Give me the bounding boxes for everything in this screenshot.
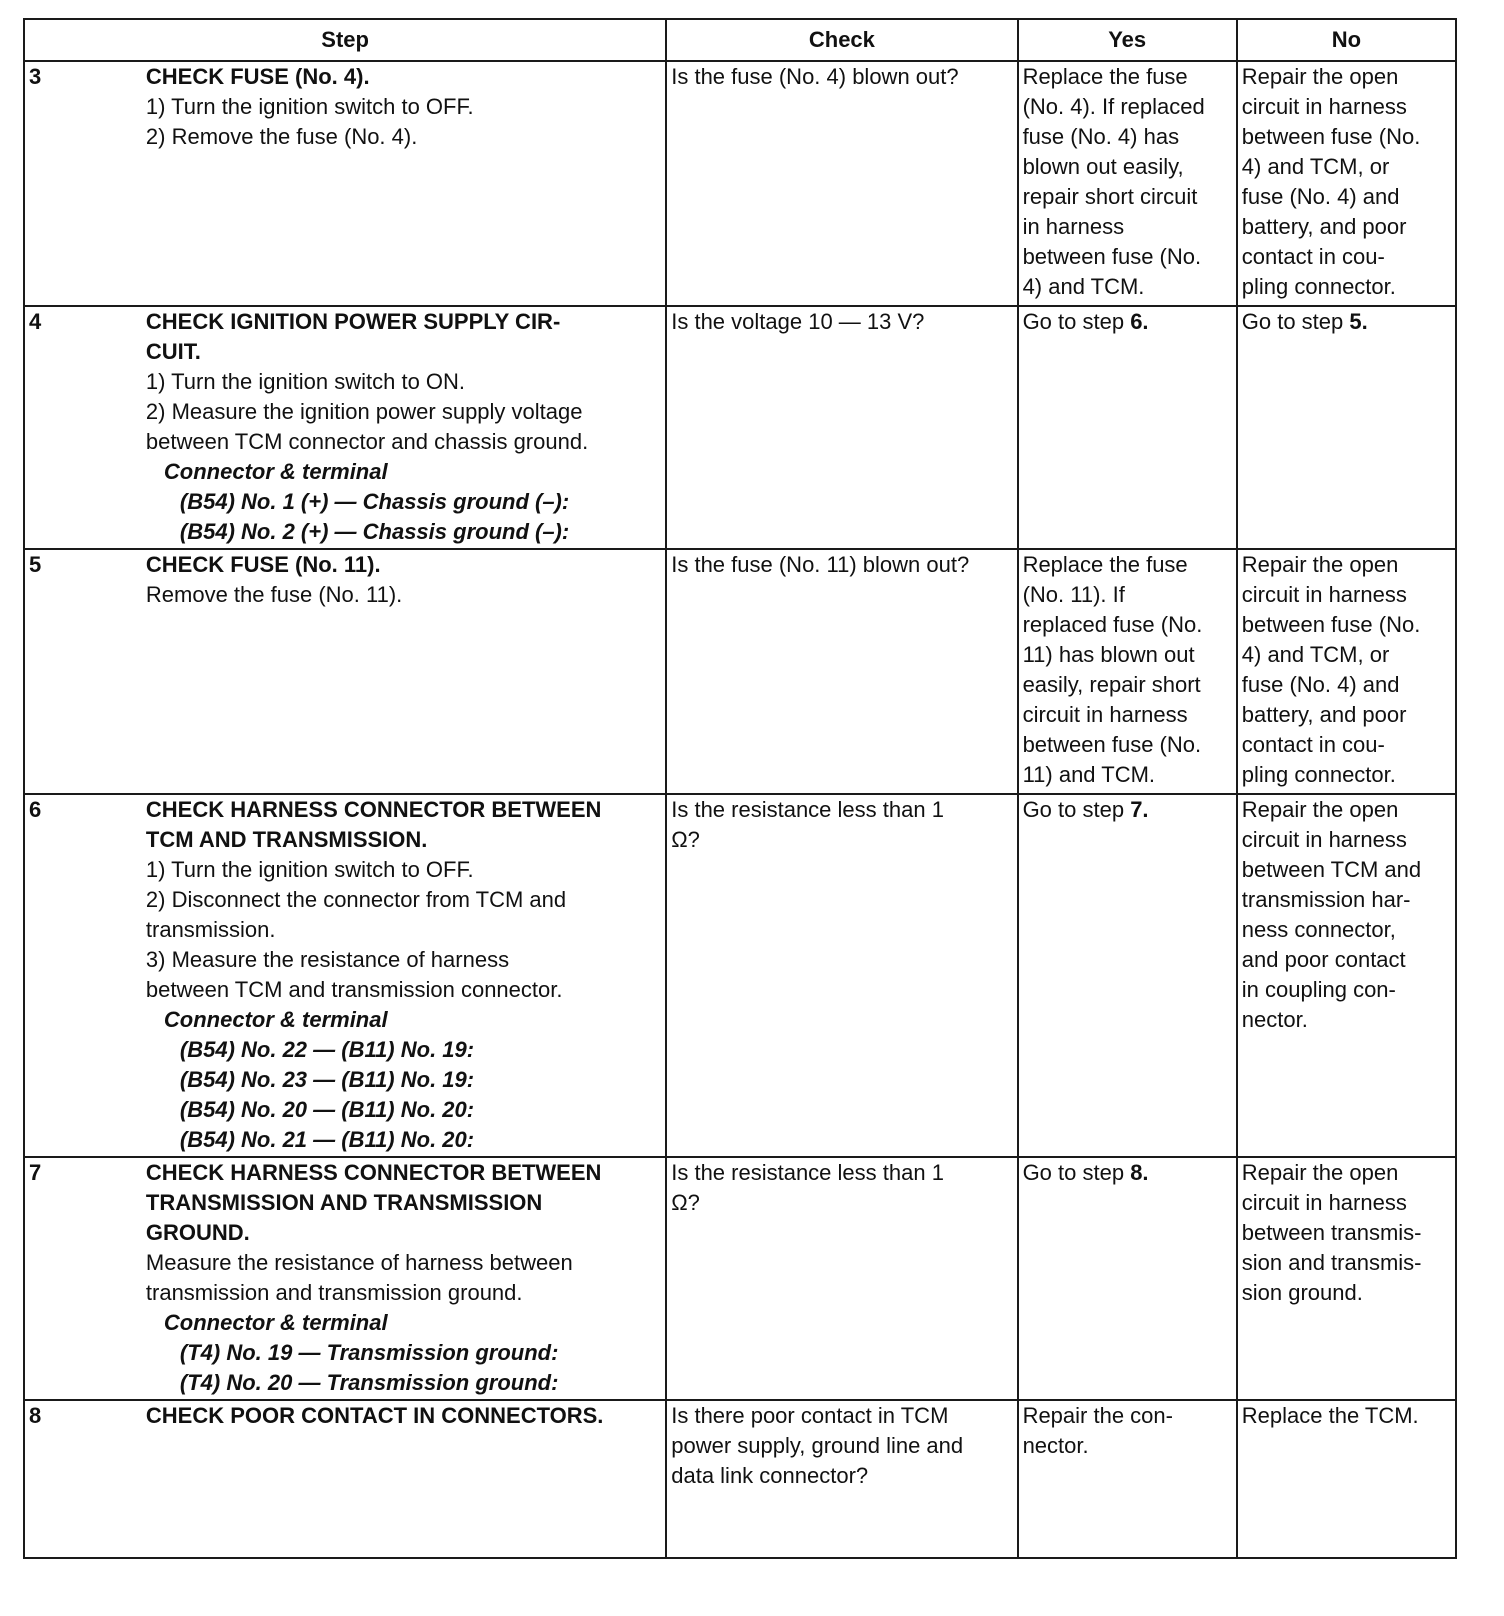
no-text: contact in cou- [1241, 244, 1385, 269]
yes-text: fuse (No. 4) has [1022, 124, 1180, 149]
yes-text: blown out easily, [1022, 154, 1184, 179]
step-title: TRANSMISSION AND TRANSMISSION [145, 1190, 543, 1215]
step-instruction: Remove the fuse (No. 11). [145, 582, 403, 607]
yes-cell [1018, 61, 1237, 306]
no-prefix: Go to step [1241, 309, 1350, 334]
no-text: battery, and poor [1241, 214, 1407, 239]
no-text: in coupling con- [1241, 977, 1396, 1002]
check-text: Ω? [671, 1190, 700, 1215]
step-instruction: 1) Turn the ignition switch to OFF. [145, 857, 474, 882]
yes-text: 11) and TCM. [1022, 762, 1156, 787]
no-cell [1237, 794, 1456, 1157]
check-text: Is the fuse (No. 4) blown out? [671, 64, 959, 89]
no-text: pling connector. [1241, 762, 1396, 787]
yes-step-ref: 6. [1130, 309, 1149, 334]
check-cell [666, 306, 1017, 549]
no-text: 4) and TCM, or [1241, 154, 1390, 179]
step-title: CHECK POOR CONTACT IN CONNECTORS. [145, 1403, 604, 1428]
step-number: 5 [24, 549, 146, 794]
check-text: Is there poor contact in TCM [671, 1403, 949, 1428]
no-text: contact in cou- [1241, 732, 1385, 757]
yes-text: Replace the fuse [1022, 64, 1188, 89]
check-cell [666, 61, 1017, 306]
step-description [146, 549, 666, 794]
yes-text: easily, repair short [1022, 672, 1201, 697]
no-text [1242, 307, 1451, 337]
yes-cell [1018, 794, 1237, 1157]
yes-cell [1018, 1157, 1237, 1400]
terminal-spec: (B54) No. 21 — (B11) No. 20: [179, 1127, 475, 1152]
table-row [24, 549, 1456, 794]
check-cell [666, 549, 1017, 794]
terminal-spec: (B54) No. 2 (+) — Chassis ground (–): [179, 519, 570, 544]
step-instruction: Measure the resistance of harness between [145, 1250, 573, 1275]
table-row [24, 1157, 1456, 1400]
yes-text: (No. 4). If replaced [1022, 94, 1205, 119]
no-text: sion and transmis- [1241, 1250, 1422, 1275]
no-text: between transmis- [1241, 1220, 1422, 1245]
yes-text: 4) and TCM. [1022, 274, 1145, 299]
check-cell [666, 1157, 1017, 1400]
terminal-spec: (B54) No. 23 — (B11) No. 19: [179, 1067, 475, 1092]
yes-prefix: Go to step [1022, 309, 1131, 334]
header-no: No [1237, 19, 1456, 61]
no-text: between fuse (No. [1241, 612, 1421, 637]
yes-cell [1018, 549, 1237, 794]
step-title: CHECK HARNESS CONNECTOR BETWEEN [145, 797, 602, 822]
yes-text: Repair the con- [1022, 1403, 1173, 1428]
check-text: Is the resistance less than 1 [671, 797, 944, 822]
check-text: Is the resistance less than 1 [671, 1160, 944, 1185]
yes-text: nector. [1022, 1433, 1089, 1458]
check-text: data link connector? [671, 1463, 869, 1488]
no-text: battery, and poor [1241, 702, 1407, 727]
yes-text: between fuse (No. [1022, 244, 1202, 269]
no-text: ness connector, [1241, 917, 1396, 942]
step-instruction: 2) Remove the fuse (No. 4). [145, 124, 418, 149]
yes-cell [1018, 306, 1237, 549]
step-title: GROUND. [145, 1220, 250, 1245]
no-text: Replace the TCM. [1241, 1403, 1419, 1428]
yes-text [1023, 307, 1232, 337]
connector-heading: Connector & terminal [163, 1007, 388, 1032]
check-cell [666, 1400, 1017, 1558]
no-cell [1237, 1157, 1456, 1400]
step-description [146, 61, 666, 306]
yes-text: 11) has blown out [1022, 642, 1195, 667]
no-text: fuse (No. 4) and [1241, 184, 1400, 209]
no-text: between fuse (No. [1241, 124, 1421, 149]
step-number: 7 [24, 1157, 146, 1400]
no-step-ref: 5. [1349, 309, 1368, 334]
yes-text: between fuse (No. [1022, 732, 1202, 757]
step-instruction: 1) Turn the ignition switch to OFF. [145, 94, 474, 119]
step-instruction: 1) Turn the ignition switch to ON. [145, 369, 466, 394]
check-text: Is the voltage 10 — 13 V? [671, 309, 925, 334]
no-text: 4) and TCM, or [1241, 642, 1390, 667]
check-text: Ω? [671, 827, 700, 852]
no-text: circuit in harness [1241, 94, 1407, 119]
yes-text: repair short circuit [1022, 184, 1198, 209]
header-step: Step [24, 19, 666, 61]
step-instruction: between TCM connector and chassis ground. [145, 429, 589, 454]
yes-text: (No. 11). If [1022, 582, 1125, 607]
table-row [24, 794, 1456, 1157]
no-text: nector. [1241, 1007, 1308, 1032]
no-text: circuit in harness [1241, 1190, 1407, 1215]
no-text: between TCM and [1241, 857, 1422, 882]
yes-text [1023, 1158, 1232, 1188]
terminal-spec: (B54) No. 20 — (B11) No. 20: [179, 1097, 475, 1122]
step-instruction: 2) Disconnect the connector from TCM and [145, 887, 567, 912]
diagnosis-table [23, 18, 1457, 1559]
step-description [146, 794, 666, 1157]
table-row [24, 306, 1456, 549]
no-text: Repair the open [1241, 552, 1399, 577]
no-text: fuse (No. 4) and [1241, 672, 1400, 697]
no-text: Repair the open [1241, 797, 1399, 822]
step-title: CHECK IGNITION POWER SUPPLY CIR- [145, 309, 561, 334]
step-number: 8 [24, 1400, 146, 1558]
step-title: CHECK FUSE (No. 4). [145, 64, 370, 89]
yes-step-ref: 8. [1130, 1160, 1149, 1185]
yes-text: circuit in harness [1022, 702, 1188, 727]
step-description [146, 1400, 666, 1558]
step-title: CUIT. [145, 339, 201, 364]
check-cell [666, 794, 1017, 1157]
yes-prefix: Go to step [1022, 797, 1131, 822]
no-cell [1237, 61, 1456, 306]
no-cell [1237, 306, 1456, 549]
terminal-spec: (B54) No. 22 — (B11) No. 19: [179, 1037, 475, 1062]
table-row [24, 1400, 1456, 1558]
check-text: Is the fuse (No. 11) blown out? [671, 552, 970, 577]
step-instruction: transmission and transmission ground. [145, 1280, 523, 1305]
step-instruction: 3) Measure the resistance of harness [145, 947, 510, 972]
header-check: Check [666, 19, 1017, 61]
yes-step-ref: 7. [1130, 797, 1149, 822]
table-row [24, 61, 1456, 306]
header-yes: Yes [1018, 19, 1237, 61]
terminal-spec: (T4) No. 20 — Transmission ground: [179, 1370, 559, 1395]
step-instruction: 2) Measure the ignition power supply voltage [145, 399, 583, 424]
connector-heading: Connector & terminal [163, 1310, 388, 1335]
check-text: power supply, ground line and [671, 1433, 964, 1458]
yes-text: in harness [1022, 214, 1125, 239]
step-description [146, 1157, 666, 1400]
no-cell [1237, 1400, 1456, 1558]
terminal-spec: (B54) No. 1 (+) — Chassis ground (–): [179, 489, 570, 514]
yes-prefix: Go to step [1022, 1160, 1131, 1185]
step-number: 3 [24, 61, 146, 306]
yes-text: Replace the fuse [1022, 552, 1188, 577]
yes-text [1023, 795, 1232, 825]
yes-cell [1018, 1400, 1237, 1558]
step-title: CHECK HARNESS CONNECTOR BETWEEN [145, 1160, 602, 1185]
no-text: circuit in harness [1241, 827, 1407, 852]
table-header-row [24, 19, 1456, 61]
step-instruction: between TCM and transmission connector. [145, 977, 563, 1002]
step-number: 6 [24, 794, 146, 1157]
no-text: transmission har- [1241, 887, 1411, 912]
step-instruction: transmission. [145, 917, 276, 942]
step-title: TCM AND TRANSMISSION. [145, 827, 428, 852]
no-text: Repair the open [1241, 64, 1399, 89]
step-title: CHECK FUSE (No. 11). [145, 552, 381, 577]
no-text: pling connector. [1241, 274, 1396, 299]
no-text: circuit in harness [1241, 582, 1407, 607]
no-cell [1237, 549, 1456, 794]
step-number: 4 [24, 306, 146, 549]
terminal-spec: (T4) No. 19 — Transmission ground: [179, 1340, 559, 1365]
no-text: and poor contact [1241, 947, 1406, 972]
step-description [146, 306, 666, 549]
yes-text: replaced fuse (No. [1022, 612, 1203, 637]
no-text: Repair the open [1241, 1160, 1399, 1185]
no-text: sion ground. [1241, 1280, 1363, 1305]
connector-heading: Connector & terminal [163, 459, 388, 484]
